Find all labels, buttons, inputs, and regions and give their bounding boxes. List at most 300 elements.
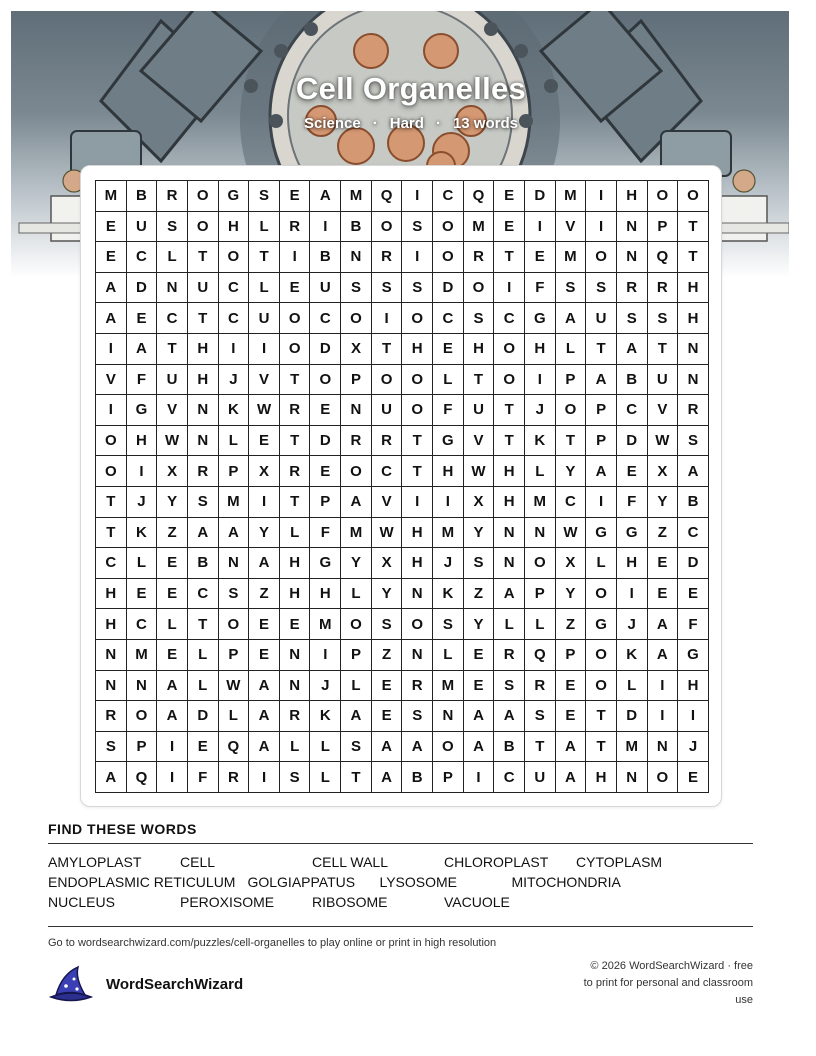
grid-cell[interactable]: S — [433, 609, 464, 640]
grid-cell[interactable]: H — [96, 579, 127, 610]
grid-cell[interactable]: R — [280, 395, 311, 426]
grid-cell[interactable]: E — [157, 579, 188, 610]
grid-cell[interactable]: H — [96, 609, 127, 640]
grid-cell[interactable]: Q — [525, 640, 556, 671]
grid-cell[interactable]: I — [372, 303, 403, 334]
grid-cell[interactable]: X — [157, 456, 188, 487]
grid-cell[interactable]: H — [525, 334, 556, 365]
grid-cell[interactable]: S — [556, 273, 587, 304]
grid-cell[interactable]: N — [219, 548, 250, 579]
grid-cell[interactable]: O — [556, 395, 587, 426]
grid-cell[interactable]: E — [525, 242, 556, 273]
grid-cell[interactable]: Q — [219, 732, 250, 763]
grid-cell[interactable]: K — [219, 395, 250, 426]
grid-cell[interactable]: M — [219, 487, 250, 518]
grid-cell[interactable]: W — [372, 518, 403, 549]
grid-cell[interactable]: A — [249, 548, 280, 579]
grid-cell[interactable]: L — [188, 671, 219, 702]
grid-cell[interactable]: H — [678, 671, 709, 702]
grid-cell[interactable]: C — [372, 456, 403, 487]
grid-cell[interactable]: R — [464, 242, 495, 273]
grid-cell[interactable]: S — [157, 212, 188, 243]
grid-cell[interactable]: A — [648, 609, 679, 640]
grid-cell[interactable]: H — [433, 456, 464, 487]
grid-cell[interactable]: A — [678, 456, 709, 487]
grid-cell[interactable]: X — [464, 487, 495, 518]
grid-cell[interactable]: K — [310, 701, 341, 732]
grid-cell[interactable]: B — [310, 242, 341, 273]
grid-cell[interactable]: S — [402, 273, 433, 304]
grid-cell[interactable]: A — [556, 762, 587, 793]
grid-cell[interactable]: D — [188, 701, 219, 732]
grid-cell[interactable]: Q — [127, 762, 158, 793]
grid-cell[interactable]: L — [249, 212, 280, 243]
grid-cell[interactable]: G — [525, 303, 556, 334]
grid-cell[interactable]: V — [648, 395, 679, 426]
grid-cell[interactable]: Y — [648, 487, 679, 518]
grid-cell[interactable]: S — [341, 273, 372, 304]
grid-cell[interactable]: R — [617, 273, 648, 304]
grid-cell[interactable]: E — [372, 701, 403, 732]
grid-cell[interactable]: E — [433, 334, 464, 365]
grid-cell[interactable]: L — [310, 762, 341, 793]
grid-cell[interactable]: E — [96, 212, 127, 243]
grid-cell[interactable]: I — [96, 334, 127, 365]
grid-cell[interactable]: C — [127, 609, 158, 640]
grid-cell[interactable]: A — [464, 701, 495, 732]
grid-cell[interactable]: H — [494, 487, 525, 518]
grid-cell[interactable]: I — [402, 181, 433, 212]
grid-cell[interactable]: V — [464, 426, 495, 457]
grid-cell[interactable]: T — [188, 609, 219, 640]
grid-cell[interactable]: L — [310, 732, 341, 763]
grid-cell[interactable]: P — [219, 640, 250, 671]
grid-cell[interactable]: C — [188, 579, 219, 610]
grid-cell[interactable]: O — [127, 701, 158, 732]
grid-cell[interactable]: A — [96, 762, 127, 793]
grid-cell[interactable]: H — [678, 273, 709, 304]
grid-cell[interactable]: I — [586, 487, 617, 518]
grid-cell[interactable]: O — [402, 365, 433, 396]
grid-cell[interactable]: N — [188, 395, 219, 426]
grid-cell[interactable]: L — [249, 273, 280, 304]
grid-cell[interactable]: L — [280, 732, 311, 763]
grid-cell[interactable]: I — [157, 732, 188, 763]
grid-cell[interactable]: U — [157, 365, 188, 396]
grid-cell[interactable]: A — [96, 273, 127, 304]
grid-cell[interactable]: E — [280, 181, 311, 212]
grid-cell[interactable]: G — [219, 181, 250, 212]
grid-cell[interactable]: T — [464, 365, 495, 396]
grid-cell[interactable]: P — [433, 762, 464, 793]
grid-cell[interactable]: F — [127, 365, 158, 396]
grid-cell[interactable]: N — [341, 395, 372, 426]
grid-cell[interactable]: E — [678, 579, 709, 610]
grid-cell[interactable]: O — [310, 365, 341, 396]
grid-cell[interactable]: U — [464, 395, 495, 426]
grid-cell[interactable]: V — [556, 212, 587, 243]
grid-cell[interactable]: C — [310, 303, 341, 334]
grid-cell[interactable]: S — [402, 701, 433, 732]
grid-cell[interactable]: M — [341, 181, 372, 212]
grid-cell[interactable]: I — [586, 212, 617, 243]
grid-cell[interactable]: S — [280, 762, 311, 793]
grid-cell[interactable]: N — [157, 273, 188, 304]
grid-cell[interactable]: P — [648, 212, 679, 243]
grid-cell[interactable]: M — [464, 212, 495, 243]
grid-cell[interactable]: E — [494, 212, 525, 243]
grid-cell[interactable]: T — [678, 212, 709, 243]
grid-cell[interactable]: U — [249, 303, 280, 334]
grid-cell[interactable]: P — [586, 395, 617, 426]
grid-cell[interactable]: I — [310, 640, 341, 671]
grid-cell[interactable]: E — [617, 456, 648, 487]
grid-cell[interactable]: S — [372, 609, 403, 640]
grid-cell[interactable]: A — [494, 579, 525, 610]
grid-cell[interactable]: O — [96, 426, 127, 457]
grid-cell[interactable]: N — [648, 732, 679, 763]
grid-cell[interactable]: E — [464, 640, 495, 671]
grid-cell[interactable]: T — [280, 426, 311, 457]
grid-cell[interactable]: L — [219, 701, 250, 732]
grid-cell[interactable]: I — [678, 701, 709, 732]
grid-cell[interactable]: T — [188, 242, 219, 273]
grid-cell[interactable]: L — [127, 548, 158, 579]
grid-cell[interactable]: R — [341, 426, 372, 457]
grid-cell[interactable]: S — [525, 701, 556, 732]
grid-cell[interactable]: A — [617, 334, 648, 365]
grid-cell[interactable]: E — [678, 762, 709, 793]
grid-cell[interactable]: I — [219, 334, 250, 365]
grid-cell[interactable]: X — [648, 456, 679, 487]
grid-cell[interactable]: F — [310, 518, 341, 549]
grid-cell[interactable]: B — [617, 365, 648, 396]
grid-cell[interactable]: B — [402, 762, 433, 793]
grid-cell[interactable]: A — [556, 303, 587, 334]
grid-cell[interactable]: T — [556, 426, 587, 457]
grid-cell[interactable]: L — [188, 640, 219, 671]
grid-cell[interactable]: O — [341, 609, 372, 640]
grid-cell[interactable]: N — [402, 640, 433, 671]
grid-cell[interactable]: A — [96, 303, 127, 334]
grid-cell[interactable]: I — [127, 456, 158, 487]
grid-cell[interactable]: G — [586, 609, 617, 640]
grid-cell[interactable]: M — [127, 640, 158, 671]
grid-cell[interactable]: O — [525, 548, 556, 579]
grid-cell[interactable]: M — [556, 242, 587, 273]
grid-cell[interactable]: G — [678, 640, 709, 671]
grid-cell[interactable]: I — [249, 762, 280, 793]
grid-cell[interactable]: L — [494, 609, 525, 640]
grid-cell[interactable]: H — [617, 181, 648, 212]
grid-cell[interactable]: N — [127, 671, 158, 702]
grid-cell[interactable]: U — [648, 365, 679, 396]
grid-cell[interactable]: Z — [556, 609, 587, 640]
grid-cell[interactable]: V — [96, 365, 127, 396]
grid-cell[interactable]: V — [157, 395, 188, 426]
grid-cell[interactable]: T — [402, 456, 433, 487]
grid-cell[interactable]: N — [96, 671, 127, 702]
grid-cell[interactable]: O — [464, 273, 495, 304]
grid-cell[interactable]: Z — [648, 518, 679, 549]
grid-cell[interactable]: G — [586, 518, 617, 549]
grid-cell[interactable]: N — [341, 242, 372, 273]
grid-cell[interactable]: N — [617, 242, 648, 273]
grid-cell[interactable]: O — [494, 334, 525, 365]
grid-cell[interactable]: O — [188, 181, 219, 212]
grid-cell[interactable]: P — [341, 640, 372, 671]
grid-cell[interactable]: I — [157, 762, 188, 793]
grid-cell[interactable]: W — [648, 426, 679, 457]
grid-cell[interactable]: H — [188, 334, 219, 365]
grid-cell[interactable]: F — [433, 395, 464, 426]
grid-cell[interactable]: C — [96, 548, 127, 579]
grid-cell[interactable]: I — [464, 762, 495, 793]
grid-cell[interactable]: O — [402, 395, 433, 426]
grid-cell[interactable]: P — [556, 640, 587, 671]
grid-cell[interactable]: F — [678, 609, 709, 640]
grid-cell[interactable]: L — [525, 456, 556, 487]
grid-cell[interactable]: K — [525, 426, 556, 457]
grid-cell[interactable]: B — [678, 487, 709, 518]
grid-cell[interactable]: N — [402, 579, 433, 610]
grid-cell[interactable]: I — [648, 671, 679, 702]
grid-cell[interactable]: W — [219, 671, 250, 702]
grid-cell[interactable]: T — [494, 426, 525, 457]
grid-cell[interactable]: H — [219, 212, 250, 243]
grid-cell[interactable]: O — [219, 242, 250, 273]
grid-cell[interactable]: O — [341, 303, 372, 334]
grid-cell[interactable]: D — [617, 426, 648, 457]
grid-cell[interactable]: A — [127, 334, 158, 365]
grid-cell[interactable]: E — [188, 732, 219, 763]
grid-cell[interactable]: C — [219, 303, 250, 334]
grid-cell[interactable]: M — [433, 518, 464, 549]
grid-cell[interactable]: C — [219, 273, 250, 304]
grid-cell[interactable]: V — [372, 487, 403, 518]
grid-cell[interactable]: J — [219, 365, 250, 396]
grid-cell[interactable]: P — [556, 365, 587, 396]
grid-cell[interactable]: O — [372, 365, 403, 396]
grid-cell[interactable]: H — [188, 365, 219, 396]
grid-cell[interactable]: E — [494, 181, 525, 212]
grid-cell[interactable]: Y — [157, 487, 188, 518]
grid-cell[interactable]: U — [586, 303, 617, 334]
grid-cell[interactable]: H — [617, 548, 648, 579]
grid-cell[interactable]: E — [310, 395, 341, 426]
grid-cell[interactable]: R — [372, 242, 403, 273]
grid-cell[interactable]: E — [249, 640, 280, 671]
grid-cell[interactable]: N — [678, 365, 709, 396]
grid-cell[interactable]: T — [402, 426, 433, 457]
grid-cell[interactable]: T — [586, 701, 617, 732]
grid-cell[interactable]: H — [586, 762, 617, 793]
grid-cell[interactable]: Y — [249, 518, 280, 549]
grid-cell[interactable]: F — [617, 487, 648, 518]
grid-cell[interactable]: Q — [648, 242, 679, 273]
grid-cell[interactable]: L — [219, 426, 250, 457]
grid-cell[interactable]: J — [433, 548, 464, 579]
grid-cell[interactable]: I — [249, 487, 280, 518]
grid-cell[interactable]: B — [188, 548, 219, 579]
grid-cell[interactable]: G — [127, 395, 158, 426]
grid-cell[interactable]: M — [556, 181, 587, 212]
grid-cell[interactable]: L — [617, 671, 648, 702]
grid-cell[interactable]: Q — [464, 181, 495, 212]
grid-cell[interactable]: G — [617, 518, 648, 549]
grid-cell[interactable]: H — [280, 579, 311, 610]
grid-cell[interactable]: Z — [157, 518, 188, 549]
grid-cell[interactable]: R — [188, 456, 219, 487]
grid-cell[interactable]: S — [372, 273, 403, 304]
grid-cell[interactable]: Q — [372, 181, 403, 212]
grid-cell[interactable]: Y — [556, 456, 587, 487]
grid-cell[interactable]: P — [341, 365, 372, 396]
grid-cell[interactable]: C — [617, 395, 648, 426]
grid-cell[interactable]: E — [249, 426, 280, 457]
grid-cell[interactable]: R — [402, 671, 433, 702]
online-link-text[interactable]: Go to wordsearchwizard.com/puzzles/cell-organelles to play online or print in high resolution — [48, 937, 497, 949]
grid-cell[interactable]: A — [556, 732, 587, 763]
grid-cell[interactable]: R — [280, 212, 311, 243]
grid-cell[interactable]: L — [157, 609, 188, 640]
grid-cell[interactable]: S — [341, 732, 372, 763]
grid-cell[interactable]: O — [402, 609, 433, 640]
grid-cell[interactable]: E — [249, 609, 280, 640]
grid-cell[interactable]: E — [648, 548, 679, 579]
grid-cell[interactable]: W — [157, 426, 188, 457]
grid-cell[interactable]: E — [96, 242, 127, 273]
grid-cell[interactable]: X — [556, 548, 587, 579]
grid-cell[interactable]: H — [127, 426, 158, 457]
grid-cell[interactable]: S — [648, 303, 679, 334]
grid-cell[interactable]: B — [341, 212, 372, 243]
grid-cell[interactable]: E — [280, 273, 311, 304]
grid-cell[interactable]: L — [433, 640, 464, 671]
grid-cell[interactable]: T — [96, 487, 127, 518]
grid-cell[interactable]: A — [372, 762, 403, 793]
grid-cell[interactable]: A — [310, 181, 341, 212]
grid-cell[interactable]: N — [494, 548, 525, 579]
grid-cell[interactable]: S — [464, 548, 495, 579]
grid-cell[interactable]: U — [525, 762, 556, 793]
grid-cell[interactable]: H — [402, 518, 433, 549]
grid-cell[interactable]: R — [494, 640, 525, 671]
grid-cell[interactable]: W — [556, 518, 587, 549]
grid-cell[interactable]: O — [96, 456, 127, 487]
grid-cell[interactable]: T — [280, 487, 311, 518]
grid-cell[interactable]: N — [617, 762, 648, 793]
grid-cell[interactable]: K — [127, 518, 158, 549]
grid-cell[interactable]: T — [678, 242, 709, 273]
grid-cell[interactable]: L — [433, 365, 464, 396]
grid-cell[interactable]: L — [280, 518, 311, 549]
grid-cell[interactable]: O — [433, 732, 464, 763]
grid-cell[interactable]: I — [586, 181, 617, 212]
grid-cell[interactable]: O — [188, 212, 219, 243]
grid-cell[interactable]: M — [310, 609, 341, 640]
grid-cell[interactable]: L — [556, 334, 587, 365]
grid-cell[interactable]: H — [310, 579, 341, 610]
grid-cell[interactable]: K — [617, 640, 648, 671]
grid-cell[interactable]: C — [678, 518, 709, 549]
grid-cell[interactable]: J — [678, 732, 709, 763]
grid-cell[interactable]: A — [188, 518, 219, 549]
grid-cell[interactable]: I — [310, 212, 341, 243]
grid-cell[interactable]: A — [648, 640, 679, 671]
grid-cell[interactable]: N — [433, 701, 464, 732]
grid-cell[interactable]: P — [127, 732, 158, 763]
grid-cell[interactable]: W — [464, 456, 495, 487]
grid-cell[interactable]: C — [157, 303, 188, 334]
grid-cell[interactable]: C — [556, 487, 587, 518]
grid-cell[interactable]: A — [249, 671, 280, 702]
grid-cell[interactable]: N — [96, 640, 127, 671]
grid-cell[interactable]: D — [433, 273, 464, 304]
grid-cell[interactable]: L — [341, 579, 372, 610]
grid-cell[interactable]: N — [280, 640, 311, 671]
grid-cell[interactable]: T — [586, 334, 617, 365]
grid-cell[interactable]: P — [525, 579, 556, 610]
grid-cell[interactable]: D — [678, 548, 709, 579]
grid-cell[interactable]: O — [494, 365, 525, 396]
grid-cell[interactable]: X — [341, 334, 372, 365]
grid-cell[interactable]: E — [556, 701, 587, 732]
grid-cell[interactable]: H — [402, 334, 433, 365]
grid-cell[interactable]: O — [648, 762, 679, 793]
grid-cell[interactable]: N — [280, 671, 311, 702]
grid-cell[interactable]: I — [402, 242, 433, 273]
grid-cell[interactable]: A — [464, 732, 495, 763]
grid-cell[interactable]: A — [249, 701, 280, 732]
grid-cell[interactable]: M — [617, 732, 648, 763]
grid-cell[interactable]: A — [372, 732, 403, 763]
grid-cell[interactable]: Y — [372, 579, 403, 610]
grid-cell[interactable]: U — [310, 273, 341, 304]
grid-cell[interactable]: I — [648, 701, 679, 732]
grid-cell[interactable]: I — [617, 579, 648, 610]
grid-cell[interactable]: L — [586, 548, 617, 579]
grid-cell[interactable]: N — [188, 426, 219, 457]
grid-cell[interactable]: D — [525, 181, 556, 212]
grid-cell[interactable]: T — [494, 395, 525, 426]
grid-cell[interactable]: W — [249, 395, 280, 426]
grid-cell[interactable]: R — [157, 181, 188, 212]
grid-cell[interactable]: B — [494, 732, 525, 763]
grid-cell[interactable]: D — [617, 701, 648, 732]
grid-cell[interactable]: E — [372, 671, 403, 702]
grid-cell[interactable]: X — [249, 456, 280, 487]
grid-cell[interactable]: F — [188, 762, 219, 793]
grid-cell[interactable]: A — [341, 487, 372, 518]
grid-cell[interactable]: O — [433, 242, 464, 273]
grid-cell[interactable]: T — [372, 334, 403, 365]
grid-cell[interactable]: I — [249, 334, 280, 365]
grid-cell[interactable]: C — [494, 762, 525, 793]
grid-cell[interactable]: S — [494, 671, 525, 702]
grid-cell[interactable]: C — [127, 242, 158, 273]
grid-cell[interactable]: N — [678, 334, 709, 365]
grid-cell[interactable]: D — [127, 273, 158, 304]
grid-cell[interactable]: L — [157, 242, 188, 273]
grid-cell[interactable]: E — [280, 609, 311, 640]
grid-cell[interactable]: J — [127, 487, 158, 518]
grid-cell[interactable]: S — [678, 426, 709, 457]
grid-cell[interactable]: A — [249, 732, 280, 763]
grid-cell[interactable]: I — [96, 395, 127, 426]
grid-cell[interactable]: I — [433, 487, 464, 518]
grid-cell[interactable]: N — [494, 518, 525, 549]
